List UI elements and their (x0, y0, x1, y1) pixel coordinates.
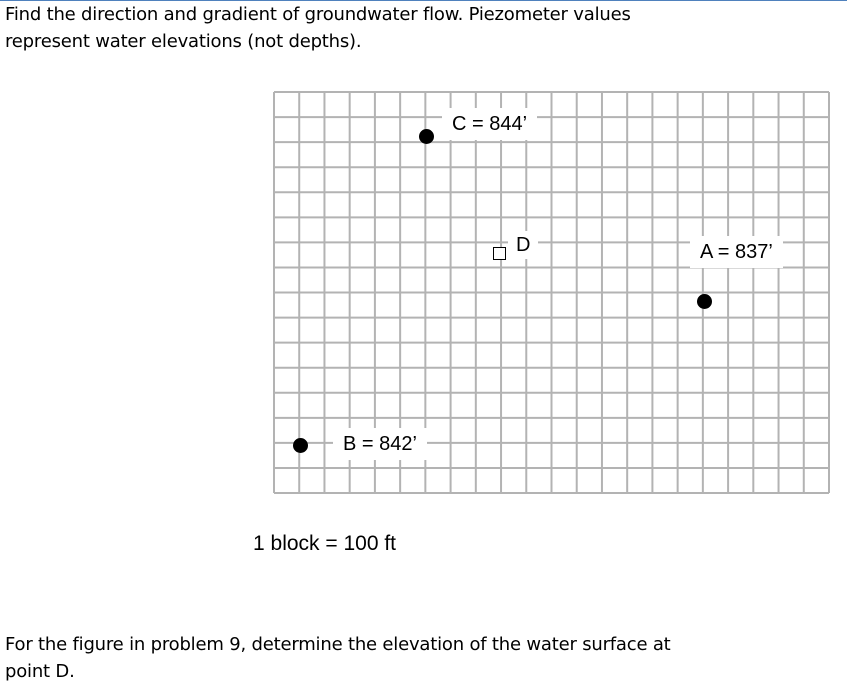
well-a-marker (697, 294, 712, 309)
scale-note: 1 block = 100 ft (253, 532, 397, 555)
well-a-label: A = 837’ (690, 236, 783, 268)
well-c-label: C = 844’ (442, 108, 537, 140)
well-c-marker (419, 129, 434, 144)
follow-up-question-line-2: point D. (5, 661, 75, 682)
follow-up-question (5, 631, 671, 685)
point-d-marker (493, 247, 506, 260)
follow-up-question-line-1: For the figure in problem 9, determine the elevation of the water surface at (5, 634, 671, 655)
point-d-label: D (508, 231, 538, 259)
problem-statement (5, 1, 631, 55)
problem-statement-line-1: Find the direction and gradient of groundwater flow. Piezometer values (5, 4, 631, 25)
well-b-marker (293, 438, 308, 453)
well-b-label: B = 842’ (333, 428, 427, 460)
problem-statement-line-2: represent water elevations (not depths). (5, 31, 362, 52)
